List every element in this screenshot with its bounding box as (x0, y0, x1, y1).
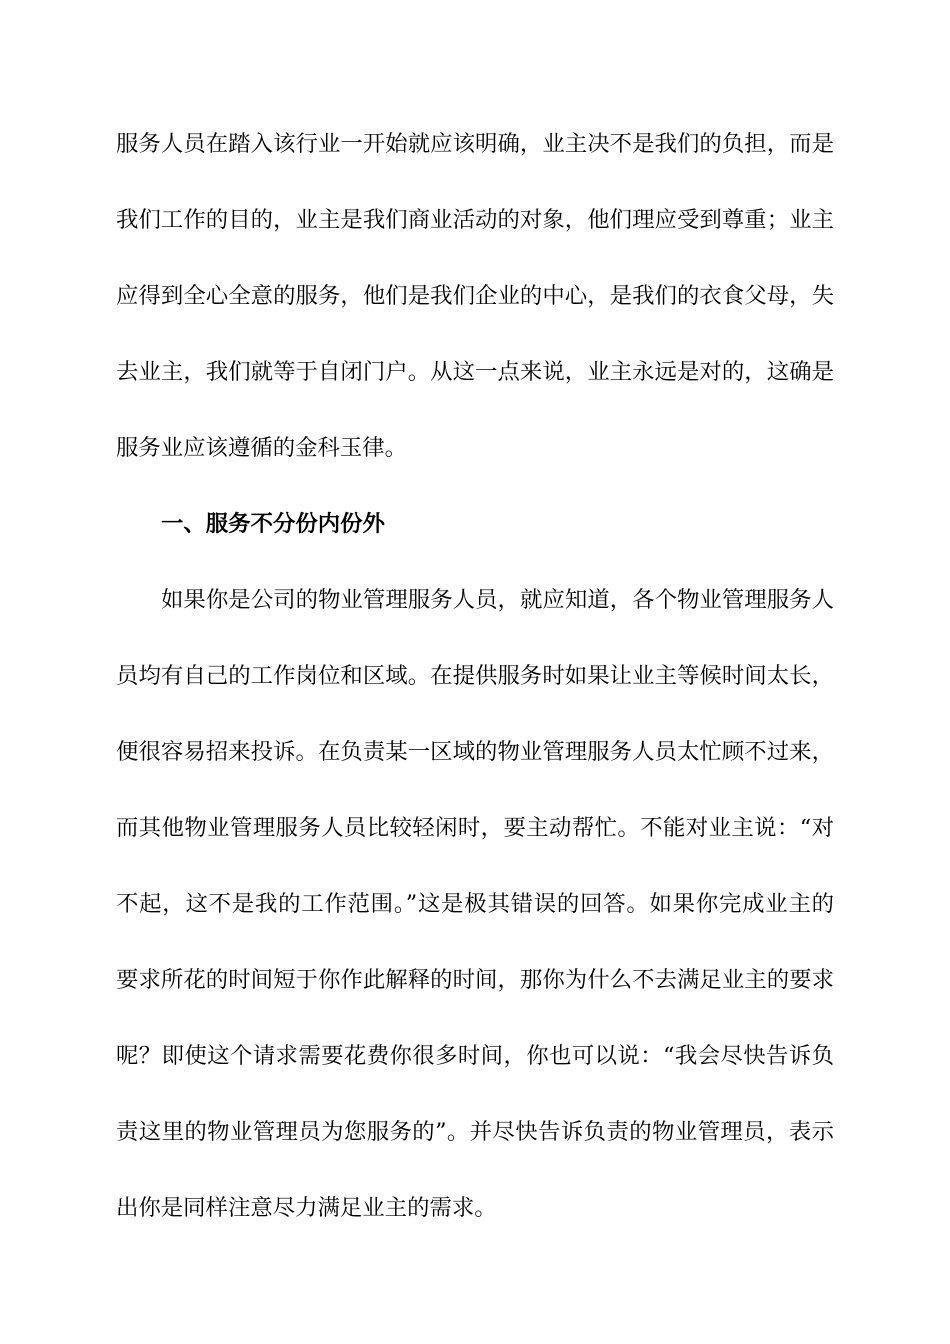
paragraph-line: 服务人员在踏入该行业一开始就应该明确，业主决不是我们的负担，而是 (116, 131, 834, 157)
paragraph-line: 责这里的物业管理员为您服务的”。并尽快告诉负责的物业管理员，表示 (116, 1119, 834, 1145)
document-page (116, 128, 834, 1224)
paragraph-line: 不起，这不是我的工作范围。”这是极其错误的回答。如果你完成业主的 (116, 891, 834, 917)
paragraph-line: 便很容易招来投诉。在负责某一区域的物业管理服务人员太忙顾不过来， (116, 739, 834, 765)
paragraph-line: 服务业应该遵循的金科玉律。 (116, 435, 408, 461)
paragraph-line: 去业主，我们就等于自闭门户。从这一点来说，业主永远是对的，这确是 (116, 359, 834, 385)
paragraph-line: 应得到全心全意的服务，他们是我们企业的中心，是我们的衣食父母，失 (116, 283, 834, 309)
section-heading: 一、服务不分份内份外 (161, 511, 385, 537)
paragraph-line: 我们工作的目的，业主是我们商业活动的对象，他们理应受到尊重；业主 (116, 207, 834, 233)
paragraph-line: 员均有自己的工作岗位和区域。在提供服务时如果让业主等候时间太长， (116, 663, 834, 689)
paragraph-line: 如果你是公司的物业管理服务人员，就应知道，各个物业管理服务人 (161, 587, 834, 613)
paragraph-line: 呢？即使这个请求需要花费你很多时间，你也可以说：“我会尽快告诉负 (116, 1043, 834, 1069)
paragraph-line: 要求所花的时间短于你作此解释的时间，那你为什么不去满足业主的要求 (116, 967, 834, 993)
paragraph-line: 出你是同样注意尽力满足业主的需求。 (116, 1195, 497, 1221)
paragraph-line: 而其他物业管理服务人员比较轻闲时，要主动帮忙。不能对业主说：“对 (116, 815, 834, 841)
